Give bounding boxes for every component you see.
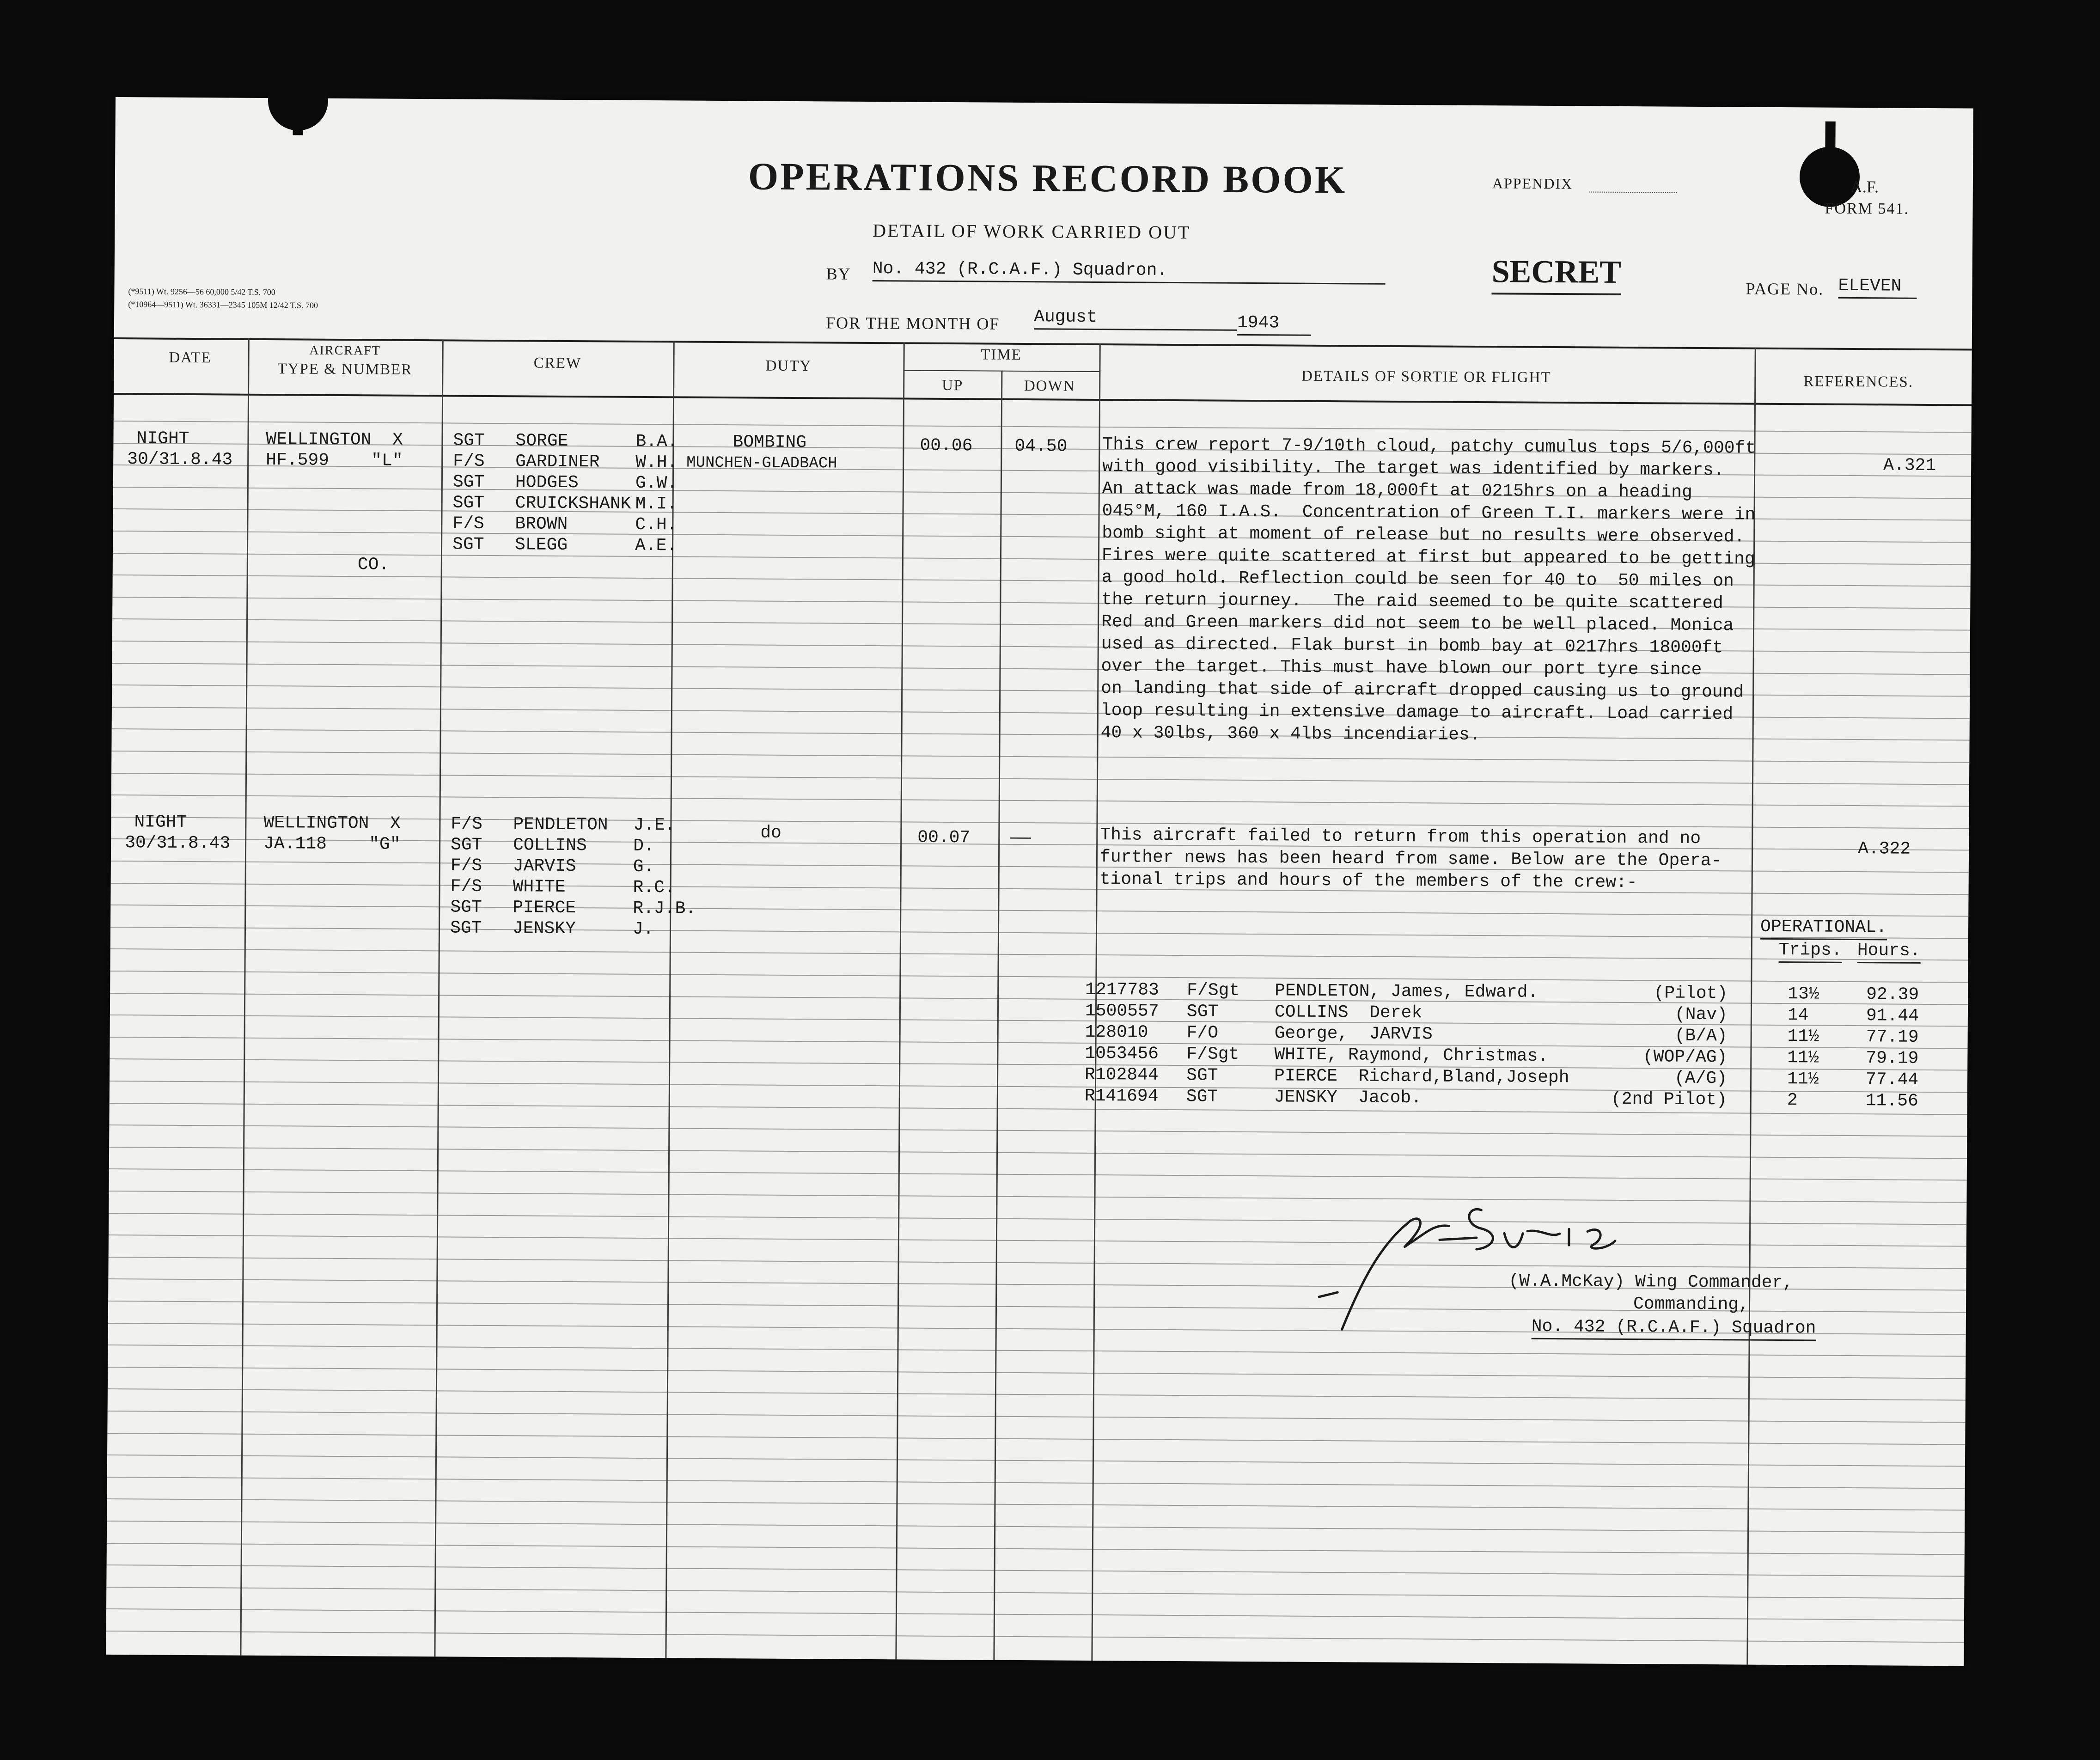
ruled-line — [109, 1257, 1966, 1269]
ops-rank: F/O — [1186, 1023, 1219, 1043]
signature-scrawl — [1310, 1144, 1635, 1345]
ops-hours: 92.39 — [1866, 984, 1919, 1005]
details-line: This crew report 7-9/10th cloud, patchy cumulus tops 5/6,000ft — [1102, 434, 1756, 458]
signatory-squadron: No. 432 (R.C.A.F.) Squadron — [1532, 1316, 1816, 1341]
appendix-label: APPENDIX — [1492, 175, 1573, 192]
ops-trips: 11½ — [1787, 1069, 1819, 1089]
ops-heading: OPERATIONAL. — [1760, 916, 1887, 941]
ops-hours: 77.44 — [1865, 1069, 1919, 1090]
ruled-line — [111, 751, 1969, 763]
ruled-line — [107, 1543, 1965, 1555]
signatory-name: (W.A.McKay) Wing Commander, — [1508, 1271, 1794, 1293]
details-line: a good hold. Reflection could be seen for 40 to 50 miles on — [1101, 568, 1734, 592]
ops-service-number: 1217783 — [1085, 979, 1160, 1000]
form-subtitle: DETAIL OF WORK CARRIED OUT — [873, 220, 1191, 243]
ops-rank: F/Sgt — [1187, 980, 1240, 1001]
details-line: used as directed. Flak burst in bomb bay at 0217hrs 18000ft — [1101, 634, 1723, 658]
ops-crew-role: (B/A) — [1674, 1026, 1728, 1046]
ops-service-number: R102844 — [1084, 1064, 1159, 1085]
ops-rank: F/Sgt — [1186, 1044, 1239, 1064]
month-label: FOR THE MONTH OF — [825, 313, 1000, 333]
ops-crew-role: (Nav) — [1674, 1004, 1728, 1025]
column-divider — [895, 342, 904, 1659]
page-label: PAGE No. — [1746, 279, 1824, 299]
ruled-line — [112, 728, 1970, 741]
ops-hours: 11.56 — [1865, 1091, 1918, 1111]
crew-name: BROWN — [515, 514, 568, 534]
crew-name: COLLINS — [513, 835, 587, 856]
crew-name: GARDINER — [515, 452, 600, 472]
entry-1-aircraft-type: WELLINGTON X — [266, 429, 403, 450]
details-line: 045°M, 160 I.A.S. Concentration of Green T.I. markers were in — [1102, 501, 1756, 525]
ops-trips: 11½ — [1787, 1027, 1819, 1047]
ruled-line — [108, 1411, 1966, 1423]
details-line: bomb sight at moment of release but no results were observed. — [1102, 523, 1745, 547]
ops-trips: 13½ — [1788, 984, 1819, 1004]
ops-crew-name: WHITE, Raymond, Christmas. — [1274, 1045, 1549, 1066]
ops-trips-label: Trips. — [1779, 939, 1842, 963]
appendix-line — [1589, 191, 1677, 193]
details-line: with good visibility. The target was identified by markers. — [1102, 457, 1724, 481]
binder-tab-right — [1825, 122, 1836, 182]
header-aircraft-line2: TYPE & NUMBER — [277, 361, 413, 378]
crew-rank: SGT — [452, 472, 485, 492]
ops-trips: 2 — [1787, 1090, 1798, 1111]
ops-rank: SGT — [1186, 1065, 1218, 1086]
details-line: 40 x 30lbs, 360 x 4lbs incendiaries. — [1100, 723, 1480, 746]
crew-name: SORGE — [515, 431, 568, 451]
entry-2-time-up: 00.07 — [917, 827, 971, 848]
ops-crew-role: (2nd Pilot) — [1611, 1089, 1727, 1110]
ops-crew-role: (WOP/AG) — [1642, 1047, 1728, 1068]
header-time: TIME — [981, 346, 1022, 363]
ops-service-number: 1053456 — [1085, 1043, 1159, 1064]
ops-crew-name: JENSKY Jacob. — [1274, 1087, 1422, 1108]
form-label-af: A.F. — [1850, 177, 1879, 196]
binder-tab-left — [293, 70, 304, 135]
crew-rank: F/S — [452, 513, 484, 534]
crew-initials: R.C. — [633, 877, 675, 898]
ops-rank: SGT — [1186, 1087, 1218, 1107]
ops-crew-name: PENDLETON, James, Edward. — [1275, 981, 1538, 1002]
ruled-line — [110, 927, 1968, 939]
crew-rank: F/S — [451, 814, 482, 834]
ops-crew-name: COLLINS Derek — [1274, 1002, 1422, 1023]
ruled-line — [107, 1433, 1965, 1445]
ruled-line — [109, 1124, 1967, 1137]
ops-rank: SGT — [1186, 1002, 1219, 1022]
entry-2-date: 30/31.8.43 — [125, 833, 231, 854]
ruled-line — [110, 948, 1968, 961]
crew-initials: J.E. — [633, 815, 676, 836]
details-line: loop resulting in extensive damage to aircraft. Load carried — [1100, 701, 1734, 725]
ops-hours: 77.19 — [1866, 1027, 1919, 1047]
entry-1-duty-target: MUNCHEN-GLADBACH — [686, 454, 837, 473]
ops-service-number: R141694 — [1084, 1086, 1159, 1106]
entry-1-date-night: NIGHT — [136, 428, 189, 449]
ruled-line — [109, 1234, 1966, 1247]
header-duty: DUTY — [765, 357, 812, 375]
ruled-line — [111, 773, 1969, 785]
month-field: August — [1034, 306, 1237, 331]
crew-initials: J. — [632, 919, 654, 940]
crew-rank: F/S — [450, 876, 482, 897]
ruled-line — [107, 1454, 1965, 1467]
ruled-line — [106, 1587, 1964, 1599]
details-line: further news has been heard from same. Below are the Opera- — [1099, 847, 1722, 871]
entry-2-time-down: —— — [1010, 828, 1031, 849]
ruled-line — [107, 1498, 1965, 1511]
crew-rank: F/S — [453, 451, 485, 471]
secret-underline — [1491, 293, 1621, 295]
crew-name: WHITE — [513, 877, 566, 897]
crew-initials: G. — [633, 856, 654, 877]
ruled-line — [107, 1521, 1965, 1533]
header-references: REFERENCES. — [1803, 373, 1914, 391]
crew-name: SLEGG — [514, 535, 568, 555]
crew-rank: SGT — [452, 493, 485, 513]
ruled-line — [106, 1631, 1964, 1643]
crew-initials: D. — [633, 836, 654, 856]
ops-trips: 11½ — [1787, 1048, 1819, 1068]
crew-name: JENSKY — [512, 918, 576, 939]
ops-crew-role: (Pilot) — [1654, 983, 1728, 1004]
crew-rank: SGT — [450, 918, 482, 938]
column-divider — [240, 338, 249, 1656]
crew-name: PENDLETON — [513, 814, 608, 835]
ops-service-number: 128010 — [1085, 1022, 1148, 1043]
crew-rank: SGT — [450, 835, 482, 855]
crew-rank: SGT — [453, 430, 485, 451]
details-line: on landing that side of aircraft dropped causing us to ground — [1101, 678, 1744, 703]
ops-crew-name: PIERCE Richard,Bland,Joseph — [1274, 1066, 1569, 1088]
column-divider — [434, 339, 443, 1656]
ruled-line — [109, 1213, 1966, 1225]
form-label-number: FORM 541. — [1825, 200, 1910, 218]
crew-name: HODGES — [515, 472, 579, 493]
year-field: 1943 — [1237, 312, 1311, 336]
header-crew: CREW — [533, 354, 582, 372]
crew-initials: G.W. — [635, 473, 678, 494]
ruled-line — [110, 904, 1968, 917]
ops-hours-label: Hours. — [1857, 940, 1921, 964]
ops-hours: 91.44 — [1866, 1006, 1919, 1026]
crew-initials: M.I. — [635, 494, 678, 514]
ops-trips: 14 — [1787, 1005, 1809, 1026]
details-line: An attack was made from 18,000ft at 0215hrs on a heading — [1102, 479, 1692, 502]
ruled-line — [111, 883, 1969, 895]
ruled-line — [107, 1564, 1965, 1577]
header-aircraft-line1: AIRCRAFT — [309, 343, 381, 358]
entry-2-aircraft-number: JA.118 "G" — [263, 833, 401, 855]
column-divider — [993, 371, 1002, 1660]
crew-name: PIERCE — [513, 898, 576, 918]
form-title: OPERATIONS RECORD BOOK — [748, 155, 1347, 202]
crew-name: JARVIS — [513, 856, 576, 877]
entry-1-aircraft-co: CO. — [357, 555, 390, 575]
crew-initials: R.J.B. — [633, 898, 696, 919]
column-divider — [1746, 348, 1756, 1665]
record-sheet — [106, 97, 1973, 1666]
entry-2-aircraft-type: WELLINGTON X — [263, 813, 401, 834]
details-line: tional trips and hours of the members of the crew:- — [1099, 869, 1637, 893]
signatory-role: Commanding, — [1633, 1294, 1750, 1315]
ruled-line — [109, 1147, 1967, 1159]
squadron-field: No. 432 (R.C.A.F.) Squadron. — [873, 258, 1386, 285]
ops-hours: 79.19 — [1866, 1048, 1919, 1069]
entry-2-duty: do — [760, 823, 782, 843]
ruled-line — [108, 1367, 1966, 1379]
header-details: DETAILS OF SORTIE OR FLIGHT — [1301, 367, 1551, 386]
by-label: BY — [826, 264, 851, 283]
details-line: Red and Green markers did not seem to be well placed. Monica — [1101, 612, 1734, 636]
print-code-2: (*10964—9511) Wt. 36331—2345 105M 12/42 T.S. 700 — [128, 299, 318, 310]
secret-stamp: SECRET — [1491, 254, 1622, 290]
crew-name: CRUICKSHANK — [515, 493, 631, 514]
crew-rank: SGT — [450, 897, 482, 917]
entry-1-time-up: 00.06 — [920, 435, 973, 456]
ruled-line — [110, 971, 1968, 983]
details-line: the return journey. The raid seemed to be quite scattered — [1101, 590, 1723, 614]
ruled-line — [111, 794, 1969, 807]
entry-1-aircraft-number: HF.599 "L" — [266, 450, 403, 471]
details-line: Fires were quite scattered at first but appeared to be getting — [1101, 545, 1755, 569]
ruled-line — [109, 1168, 1967, 1181]
crew-initials: A.E. — [635, 535, 678, 556]
ruled-line — [108, 1344, 1966, 1357]
header-date: DATE — [169, 349, 212, 367]
crew-rank: SGT — [452, 534, 484, 555]
entry-2-reference: A.322 — [1858, 839, 1911, 859]
ops-crew-name: George, JARVIS — [1274, 1023, 1433, 1045]
ops-service-number: 1500557 — [1085, 1001, 1159, 1021]
page-value: ELEVEN — [1838, 275, 1917, 299]
entry-1-time-down: 04.50 — [1014, 436, 1068, 457]
crew-rank: F/S — [450, 856, 482, 876]
crew-initials: B.A. — [635, 431, 678, 452]
print-code-1: (*9511) Wt. 9256—56 60,000 5/42 T.S. 700 — [128, 287, 275, 297]
entry-1-reference: A.321 — [1883, 455, 1936, 476]
ruled-line — [108, 1388, 1966, 1401]
entry-1-duty: BOMBING — [733, 432, 807, 453]
details-line: This aircraft failed to return from this operation and no — [1100, 825, 1701, 849]
entry-1-date: 30/31.8.43 — [127, 449, 233, 470]
ruled-line — [109, 1191, 1967, 1203]
header-down: DOWN — [1024, 378, 1075, 395]
header-up: UP — [942, 377, 964, 394]
details-line: over the target. This must have blown our port tyre since — [1101, 656, 1702, 680]
ops-crew-role: (A/G) — [1674, 1068, 1728, 1089]
ruled-lines — [116, 97, 1973, 109]
crew-initials: W.H. — [635, 452, 678, 473]
entry-2-date-night: NIGHT — [134, 812, 187, 832]
ruled-line — [107, 1477, 1965, 1489]
crew-initials: C.H. — [635, 514, 678, 535]
ruled-line — [106, 1608, 1964, 1621]
